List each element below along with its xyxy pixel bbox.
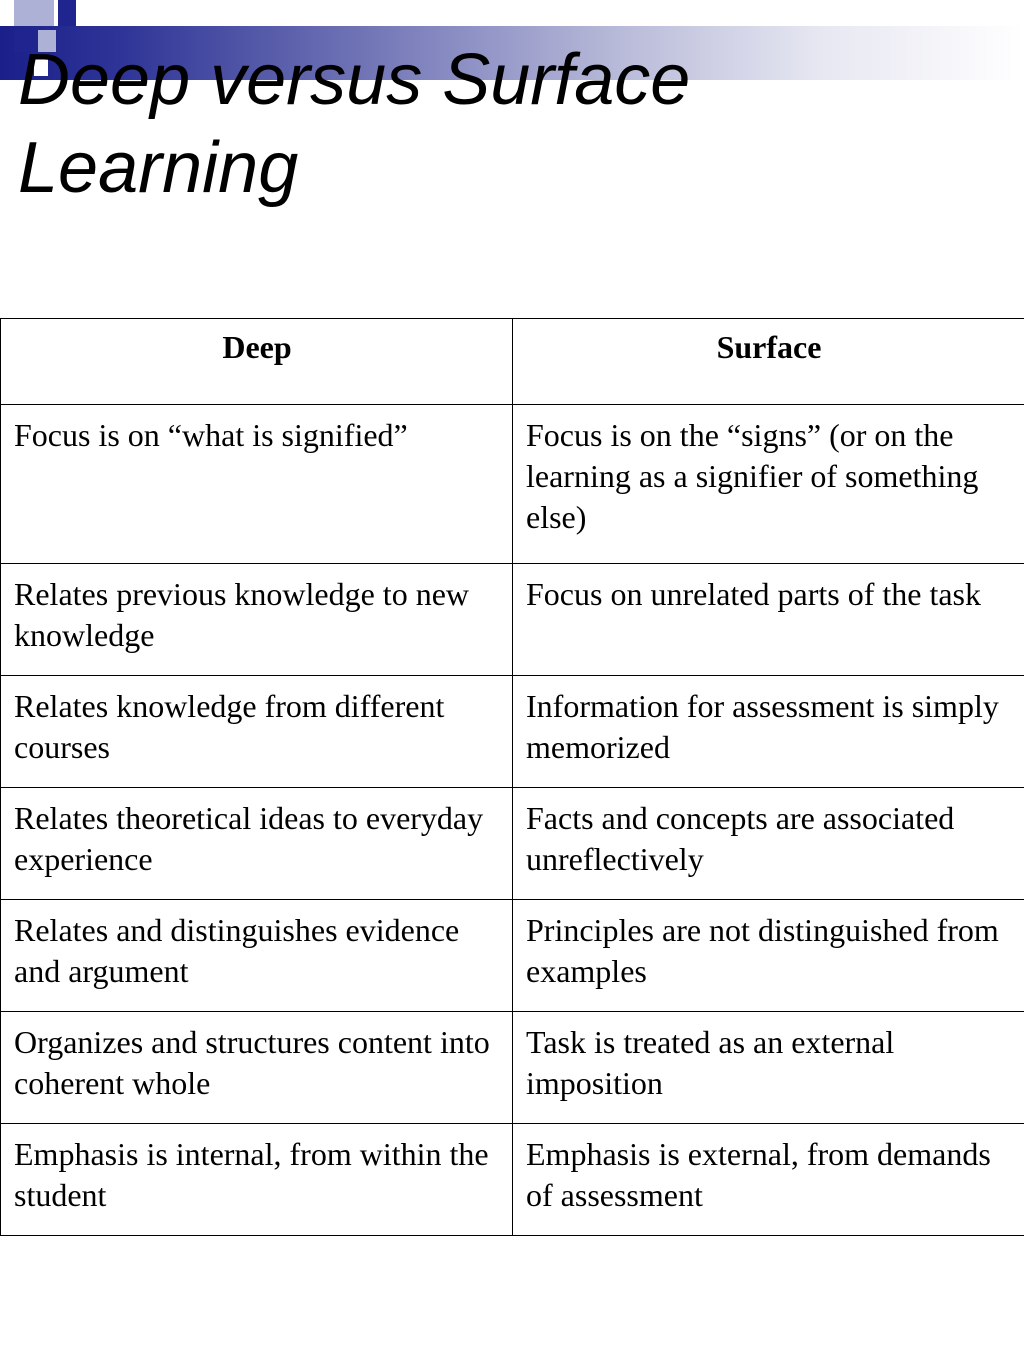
comparison-table-container xyxy=(0,318,1024,1236)
table-row xyxy=(1,676,1024,788)
column-header-deep: Deep xyxy=(1,319,513,405)
table-cell-surface: Emphasis is external, from demands of assessment xyxy=(513,1124,1024,1236)
table-cell-surface: Focus on unrelated parts of the task xyxy=(513,564,1024,676)
comparison-table xyxy=(0,318,1024,1236)
table-row xyxy=(1,900,1024,1012)
table-cell-deep: Organizes and structures content into coherent whole xyxy=(1,1012,513,1124)
table-cell-deep: Emphasis is internal, from within the student xyxy=(1,1124,513,1236)
table-row xyxy=(1,1012,1024,1124)
table-cell-surface: Principles are not distinguished from examples xyxy=(513,900,1024,1012)
table-cell-surface: Focus is on the “signs” (or on the learning as a signifier of something else) xyxy=(513,405,1024,564)
column-header-surface: Surface xyxy=(513,319,1024,405)
table-row xyxy=(1,788,1024,900)
page-title: Deep versus Surface Learning xyxy=(18,40,691,208)
table-cell-deep: Relates theoretical ideas to everyday experience xyxy=(1,788,513,900)
table-row xyxy=(1,564,1024,676)
table-header-row xyxy=(1,319,1024,405)
table-cell-deep: Relates knowledge from different courses xyxy=(1,676,513,788)
table-row xyxy=(1,405,1024,564)
table-cell-surface: Facts and concepts are associated unreflectively xyxy=(513,788,1024,900)
table-row xyxy=(1,1124,1024,1236)
table-cell-deep: Relates previous knowledge to new knowledge xyxy=(1,564,513,676)
table-cell-surface: Task is treated as an external imposition xyxy=(513,1012,1024,1124)
table-cell-surface: Information for assessment is simply memorized xyxy=(513,676,1024,788)
table-cell-deep: Relates and distinguishes evidence and argument xyxy=(1,900,513,1012)
table-cell-deep: Focus is on “what is signified” xyxy=(1,405,513,564)
